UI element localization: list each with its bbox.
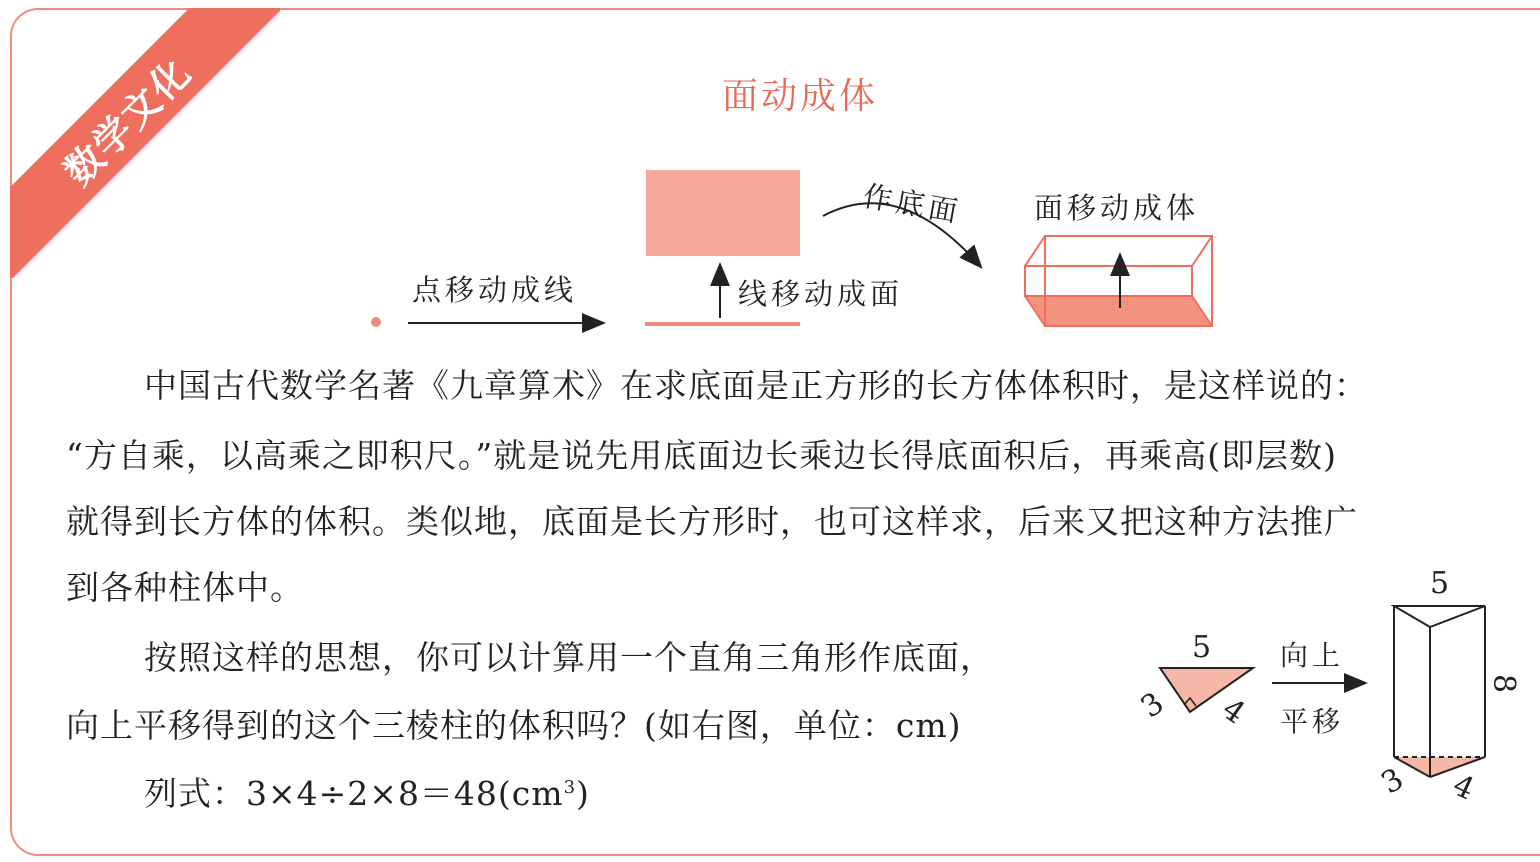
question-line-2: 向上平移得到的这个三棱柱的体积吗？(如右图，单位：cm) (66, 706, 962, 745)
label-plane-to-solid: 面移动成体 (1034, 191, 1200, 225)
label-point-to-line: 点移动成线 (412, 273, 578, 307)
label-line-to-plane: 线移动成面 (738, 277, 904, 311)
prism-bottom-b-label: 4 (1447, 767, 1480, 808)
badge-label: 数学文化 (10, 8, 280, 278)
formula-expr: 3×4÷2×8＝48(cm (246, 774, 564, 813)
formula (144, 768, 590, 815)
page-title: 面动成体 (721, 76, 878, 117)
triangular-prism (1394, 606, 1485, 777)
question-line-1: 按照这样的思想，你可以计算用一个直角三角形作底面， (144, 638, 994, 677)
paragraph-line-4: 到各种柱体中。 (66, 568, 304, 607)
formula-close: ) (576, 774, 590, 813)
formula-sup: 3 (563, 777, 577, 798)
prism-height-label: 8 (1486, 673, 1522, 694)
cuboid-solid (1025, 236, 1212, 326)
formula-label: 列式： (144, 774, 246, 813)
tri-hyp-label: 5 (1192, 630, 1212, 665)
paragraph-line-1: 中国古代数学名著《九章算术》在求底面是正方形的长方体体积时，是这样说的： (144, 366, 1368, 405)
label-make-base: 作底面 (860, 178, 964, 230)
tri-leg-b-label: 4 (1215, 691, 1252, 732)
prism-top-label: 5 (1430, 566, 1450, 601)
paragraph-line-3: 就得到长方体的体积。类似地，底面是长方形时，也可这样求，后来又把这种方法推广 (66, 502, 1358, 541)
tri-leg-a-label: 3 (1134, 685, 1171, 726)
prism-bottom-a-label: 3 (1375, 761, 1410, 802)
paragraph-line-2: “方自乘，以高乘之即积尺。”就是说先用底面边长乘边长得底面积后，再乘高(即层数) (66, 436, 1337, 475)
plane-rect (646, 170, 800, 256)
point-dot (371, 317, 381, 327)
label-move-up: 向上 (1280, 639, 1345, 672)
label-translate: 平移 (1280, 705, 1345, 738)
